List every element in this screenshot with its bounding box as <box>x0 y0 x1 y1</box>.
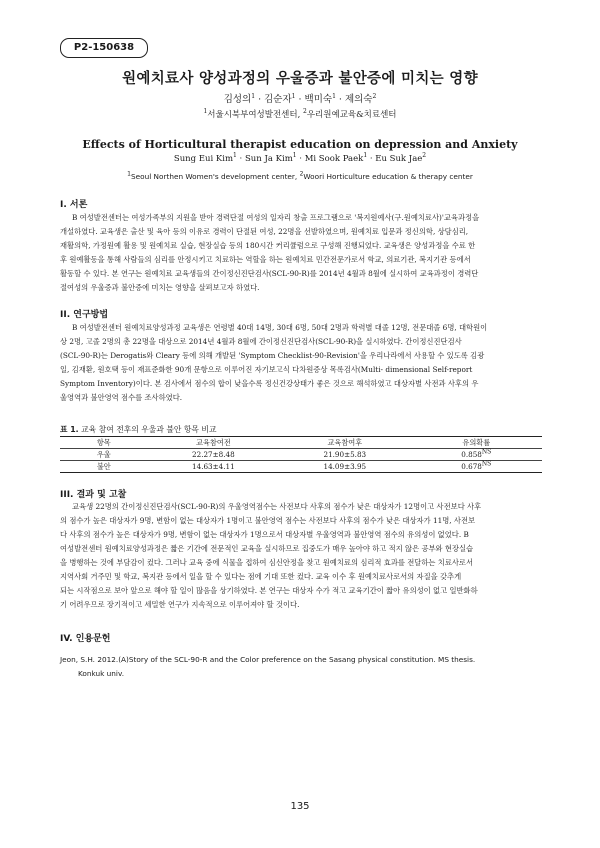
text-line: B 여성발전센터 원예치료양성과정 교육생은 연령별 40대 14명, 30대 6명, 50대 2명과 학력별 대졸 12명, 전문대졸 6명, 대학원이 <box>72 323 488 332</box>
methods-paragraph <box>60 321 542 405</box>
table-row <box>60 449 542 461</box>
section-heading-intro: I. 서론 <box>60 200 88 210</box>
author-sup: 2 <box>372 92 377 100</box>
text-line: B 여성발전센터는 여성가족부의 지원을 받아 경력단절 여성의 일자리 창출 프로그램으로 '복지원예사(구.원예치료사)'교육과정을 <box>72 213 480 222</box>
text-line: 울영역과 불안영역 점수를 조사하였다. <box>60 393 183 402</box>
author-sup: 1 <box>363 152 368 160</box>
affil-text: 서울시북부여성발전센터, <box>207 110 304 120</box>
author-name: 백미숙 <box>304 94 333 105</box>
section-heading-methods: II. 연구방법 <box>60 310 109 320</box>
author-sup: 1 <box>332 92 336 100</box>
affil-text: 우리원예교육&치료센터 <box>306 110 397 120</box>
significance-mark: NS <box>481 448 492 456</box>
table-caption-label: 표 1. <box>60 425 79 434</box>
author-name: 김성의 <box>223 94 252 105</box>
affiliation-english <box>0 172 600 181</box>
table-cell-after: 14.09±3.95 <box>279 461 410 473</box>
table-cell-before: 22.27±8.48 <box>148 449 279 461</box>
author-name: Mi Sook Paek <box>304 154 364 164</box>
table-caption-text: 교육 참여 전후의 우울과 불안 항목 비교 <box>78 425 217 434</box>
table-header-cell: 교육참여전 <box>148 437 279 449</box>
affil-sup: 2 <box>303 108 307 116</box>
text-line: 기 어려우므로 장기적이고 세밀한 연구가 지속적으로 이루어져야 할 것이다. <box>60 600 300 609</box>
author-sup: 1 <box>233 152 237 160</box>
affiliation-korean <box>0 108 600 120</box>
section-heading-results: III. 결과 및 고찰 <box>60 490 127 500</box>
table-cell-item: 불안 <box>60 461 148 473</box>
table-header-cell: 유의확률 <box>411 437 542 449</box>
table-row <box>60 461 542 473</box>
text-line: 일, 김재환, 원호택 등이 재표준화한 90개 문항으로 이루어진 자기보고식 다차원증상 목록검사(Multi- dimensional Self-report <box>60 365 473 374</box>
text-line: 절여성의 우울증과 불안증에 미치는 영향을 살펴보고자 하였다. <box>60 283 260 292</box>
section-heading-references: IV. 인용문헌 <box>60 634 111 644</box>
affil-sup: 1 <box>127 170 131 178</box>
text-line: 다 사후의 점수가 높은 대상자가 9명, 변함이 없는 대상자가 1명으로서 대상자별 우울영역과 불안영역 점수의 유의성이 없었다. B <box>60 530 469 539</box>
title-english: Effects of Horticultural therapist education on depression and Anxiety <box>82 138 518 151</box>
table-header-cell: 항목 <box>60 437 148 449</box>
reference-line: Jeon, S.H. 2012.(A)Story of the SCL-90-R and the Color preference on the Sasang physical constitution. MS thesis. <box>60 655 476 664</box>
intro-paragraph <box>60 211 542 295</box>
page-number: 135 <box>290 801 310 812</box>
text-line: Symptom Inventory)이다. 본 검사에서 점수의 합이 낮을수록 정신건강상태가 좋은 것으로 해석하였고 대상자별 사전과 사후의 우 <box>60 379 479 388</box>
author-name: Eu Suk Jae <box>375 154 423 164</box>
text-line: (SCL-90-R)는 Derogatis와 Cleary 등에 의해 개발된 'Symptom Checklist-90-Revision'을 우리나라에서 사용할 수 있도록 김광 <box>60 351 485 360</box>
table-header-cell: 교육참여후 <box>279 437 410 449</box>
affil-text: Woori Horticulture education & therapy center <box>303 172 473 181</box>
p-value: 0.858 <box>461 450 482 459</box>
author-sup: 2 <box>422 152 427 160</box>
text-line: 상 2명, 고졸 2명의 총 22명을 대상으로 2014년 4월과 8월에 간이정신진단검사(SCL-90-R)을 실시하였다. 간이정신진단검사 <box>60 337 462 346</box>
reference-entry <box>60 653 542 681</box>
text-line: 여성발전센터 원예치료양성과정은 짧은 기간에 전문적인 교육을 실시하므로 집중도가 매우 높아야 하고 적지 않은 공부와 현장실습 <box>60 544 474 553</box>
table-cell-after: 21.90±5.83 <box>279 449 410 461</box>
text-line: 지역사회 거주민 및 학교, 복지관 등에서 일을 할 수 있다는 점에 기대 또한 컸다. 교육 이수 후 원예치료사로서의 자질을 갖추게 <box>60 572 462 581</box>
table-cell-p <box>411 449 542 461</box>
reference-line: Konkuk univ. <box>78 669 125 678</box>
p-value: 0.678 <box>461 462 482 471</box>
author-name: 제의숙 <box>344 94 373 105</box>
table-cell-item: 우울 <box>60 449 148 461</box>
significance-mark: NS <box>481 460 492 468</box>
text-line: 교육생 22명의 간이정신진단검사(SCL-90-R)의 우울영역점수는 사전보다 사후의 점수가 낮은 대상자가 12명이고 사전보다 사후 <box>72 502 482 511</box>
authors-english: Sung Eui Kim$^1$ · Sun Ja Kim$^1$ · Mi Sook Paek$^1$ · Eu Suk Jae$^2$ <box>173 152 427 164</box>
text-line: 재활의학, 가정원예 활용 및 원예치료 실습, 현장실습 등의 180시간 커리큘럼으로 구성해 진행되었다. 교육생은 양성과정을 수료 한 <box>60 241 476 250</box>
author-name: Sun Ja Kim <box>244 154 293 164</box>
text-line: 을 병행하는 것에 부담감이 컸다. 그러나 교육 중에 식물을 접하여 심신안정을 찾고 원예치료의 심리적 효과를 전달하는 치료사로서 <box>60 558 474 567</box>
text-line: 되는 시작점으로 보아 앞으로 해야 할 일이 많음을 상기하였다. 본 연구는 대상자 수가 적고 교육기간이 짧아 유의성이 없고 일반화하 <box>60 586 478 595</box>
table-cell-p <box>411 461 542 473</box>
comparison-table <box>60 436 542 473</box>
author-name: 김순자 <box>264 94 292 105</box>
author-name: Sung Eui Kim <box>173 154 234 164</box>
table-caption <box>60 424 217 435</box>
text-line: 활동할 수 있다. 본 연구는 원예치료 교육생들의 간이정신진단검사(SCL-90-R)를 2014년 4월과 8월에 실시하여 교육과정이 경력단 <box>60 269 479 278</box>
affil-sup: 2 <box>299 170 304 178</box>
text-line: 의 점수가 높은 대상자가 9명, 변함이 없는 대상자가 1명이고 불안영역 점수는 사전보다 사후의 점수가 낮은 대상자가 11명, 사전보 <box>60 516 476 525</box>
poster-id-badge: P2-150638 <box>60 38 148 58</box>
authors-korean: 김성의$^1$ · 김순자$^1$ · 백미숙$^1$ · 제의숙$^2$ <box>223 92 377 105</box>
author-sup: 1 <box>292 152 297 160</box>
text-line: 후 원예활동을 통해 사람들의 심리를 안정시키고 치료하는 역할을 하는 원예치료 민간전문가로서 학교, 의료기관, 복지기관 등에서 <box>60 255 471 264</box>
title-korean: 원예치료사 양성과정의 우울증과 불안증에 미치는 영향 <box>122 70 478 87</box>
affil-text: Seoul Northen Women's development center, <box>130 172 300 181</box>
table-header-row <box>60 437 542 449</box>
affil-sup: 1 <box>203 108 208 116</box>
author-sup: 1 <box>251 92 256 100</box>
author-sup: 1 <box>291 92 296 100</box>
text-line: 개설하였다. 교육생은 출산 및 육아 등의 이유로 경력이 단절된 여성, 22명을 선발하였으며, 원예치료 입문과 정신의학, 상담심리, <box>60 227 469 236</box>
results-paragraph <box>60 500 542 612</box>
table-cell-before: 14.63±4.11 <box>148 461 279 473</box>
